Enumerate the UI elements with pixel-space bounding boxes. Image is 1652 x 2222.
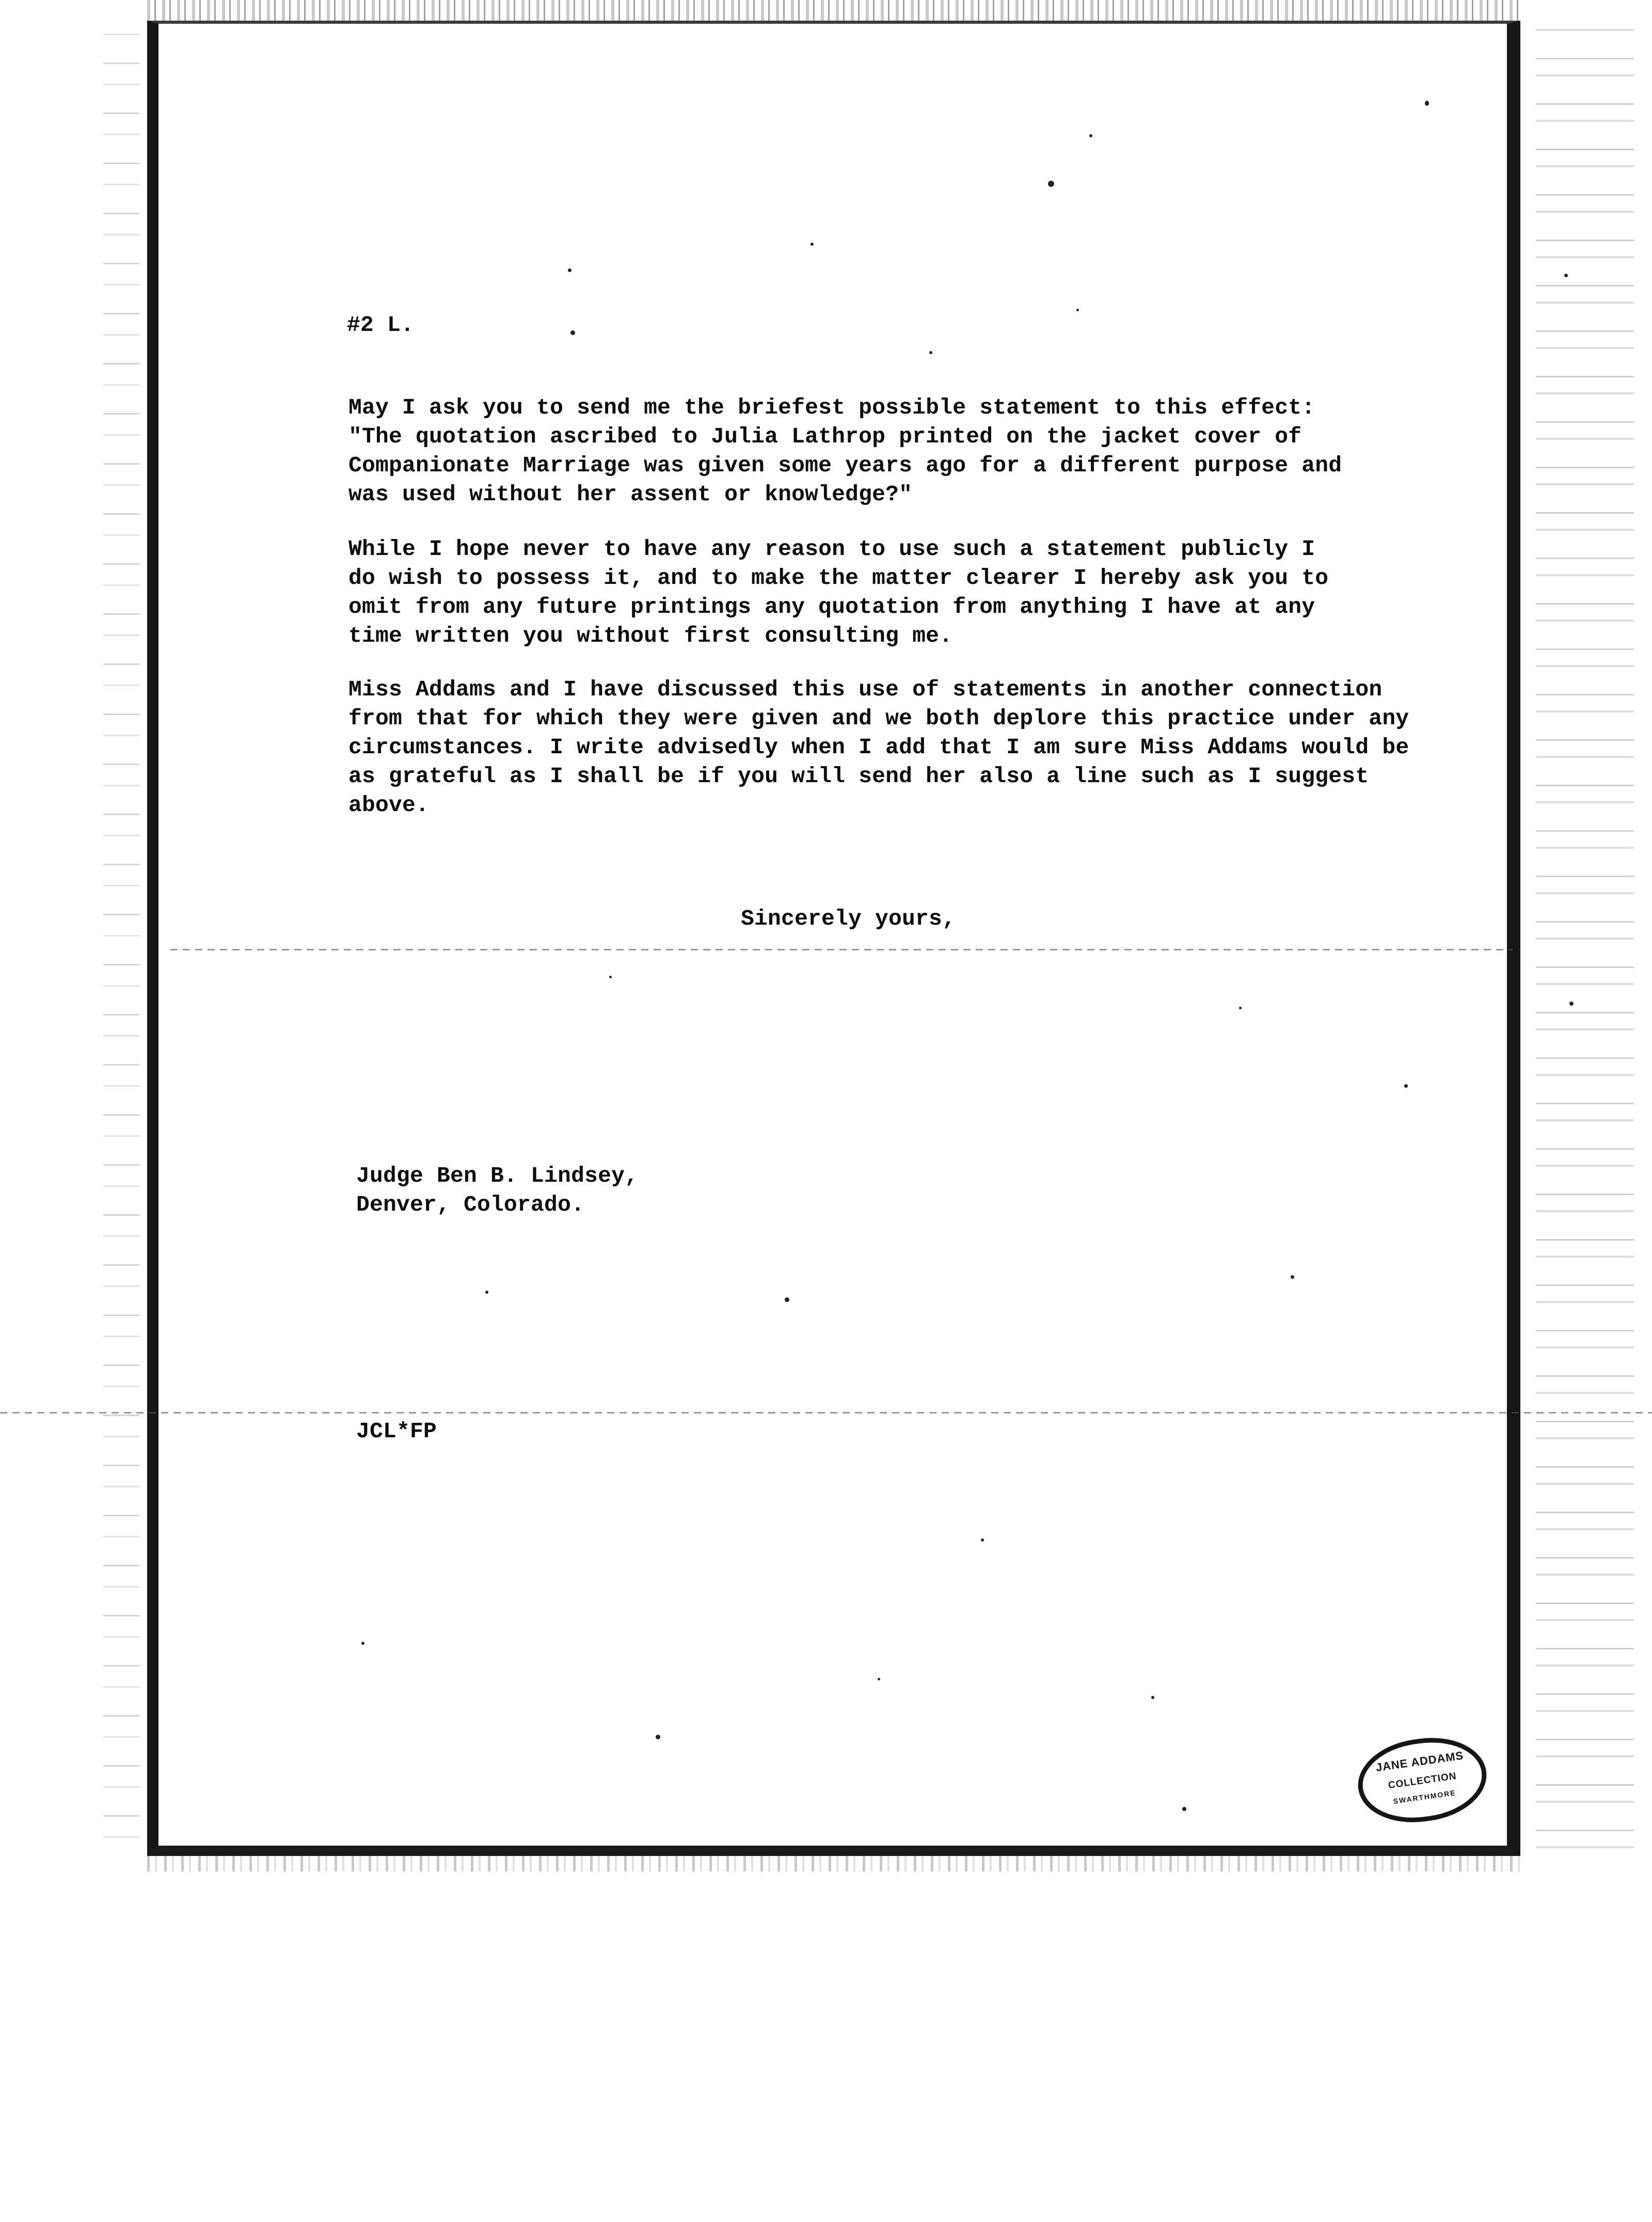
- stamp-line: COLLECTION: [1387, 1770, 1457, 1791]
- paragraph-line: omit from any future printings any quotation from anything I have at any: [348, 594, 1315, 620]
- paragraph-line: May I ask you to send me the briefest possible statement to this effect:: [348, 395, 1315, 420]
- speck: [811, 243, 814, 246]
- paragraph-3: [348, 675, 1409, 820]
- paragraph-line: Miss Addams and I have discussed this use of statements in another connection: [348, 677, 1383, 702]
- stamp-line: SWARTHMORE: [1392, 1788, 1457, 1806]
- paragraph-line: above.: [348, 792, 430, 818]
- stamp-line: JANE ADDAMS: [1375, 1749, 1465, 1774]
- speck: [570, 330, 575, 335]
- speck: [485, 1291, 488, 1294]
- fold-line-upper: [170, 949, 1513, 950]
- paragraph-line: Companionate Marriage was given some years ago for a different purpose and: [348, 453, 1342, 478]
- speck: [1182, 1807, 1186, 1811]
- speck: [1404, 1084, 1408, 1088]
- speck: [361, 1642, 364, 1645]
- paragraph-line: from that for which they were given and we both deplore this practice under any: [348, 706, 1409, 731]
- left-edge-noise: [103, 31, 139, 1838]
- speck: [1076, 309, 1079, 311]
- speck: [1425, 101, 1429, 106]
- recipient-block: [356, 1162, 638, 1219]
- speck: [1089, 134, 1092, 137]
- speck: [1048, 181, 1054, 187]
- letter-sheet: [147, 21, 1520, 1856]
- speck: [656, 1735, 660, 1739]
- speck: [1291, 1275, 1294, 1279]
- paragraph-line: was used without her assent or knowledge?": [348, 482, 913, 507]
- speck: [878, 1678, 880, 1680]
- paragraph-line: "The quotation ascribed to Julia Lathrop printed on the jacket cover of: [348, 424, 1302, 449]
- paragraph-line: circumstances. I write advisedly when I add that I am sure Miss Addams would be: [348, 735, 1409, 760]
- paragraph-1: [348, 393, 1342, 509]
- recipient-name: Judge Ben B. Lindsey,: [356, 1163, 639, 1188]
- speck: [785, 1297, 789, 1302]
- paragraph-line: time written you without first consulting me.: [348, 623, 953, 648]
- paragraph-2: [348, 535, 1328, 650]
- typist-initials: JCL*FP: [356, 1419, 437, 1444]
- speck: [1569, 1002, 1574, 1006]
- speck: [1564, 274, 1568, 277]
- right-edge-noise: [1536, 21, 1634, 1848]
- bottom-edge-noise: [147, 1856, 1520, 1871]
- paragraph-line: do wish to possess it, and to make the matter clearer I hereby ask you to: [348, 565, 1329, 591]
- fold-line-lower: [0, 1412, 1652, 1414]
- speck: [929, 351, 932, 354]
- recipient-location: Denver, Colorado.: [356, 1192, 585, 1217]
- top-edge-noise: [147, 0, 1520, 21]
- page-marker: #2 L.: [347, 312, 415, 338]
- speck: [568, 268, 571, 272]
- closing-salutation: Sincerely yours,: [741, 906, 956, 931]
- speck: [981, 1538, 984, 1542]
- paragraph-line: as grateful as I shall be if you will send her also a line such as I suggest: [348, 764, 1369, 789]
- speck: [1239, 1007, 1242, 1009]
- paragraph-line: While I hope never to have any reason to use such a statement publicly I: [348, 536, 1315, 562]
- speck: [1151, 1696, 1154, 1699]
- speck: [609, 976, 612, 978]
